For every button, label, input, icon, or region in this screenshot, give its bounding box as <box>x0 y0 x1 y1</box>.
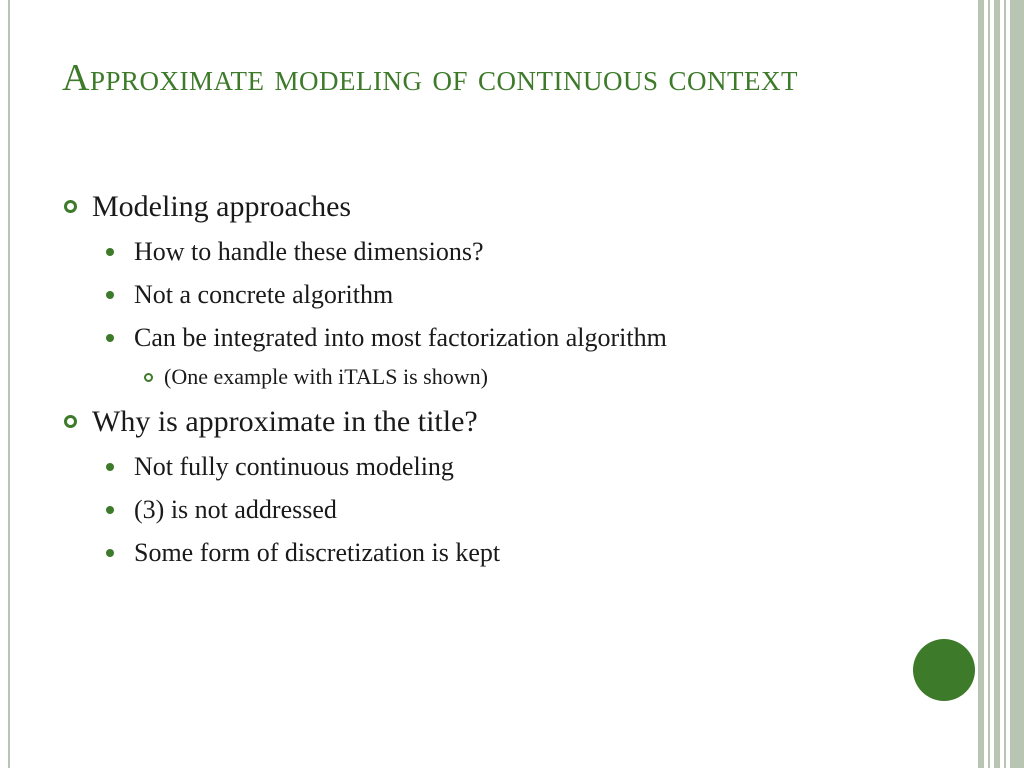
bullet-level2 <box>62 273 942 316</box>
bullet-text: Modeling approaches <box>92 190 352 223</box>
bullet-text: Not a concrete algorithm <box>134 280 394 309</box>
bullet-level2 <box>62 230 942 273</box>
right-stripe <box>1004 0 1006 768</box>
right-stripe <box>978 0 984 768</box>
dot-bullet-icon <box>106 463 114 471</box>
right-stripe <box>988 0 990 768</box>
bullet-level2 <box>62 531 942 574</box>
dot-bullet-icon <box>106 549 114 557</box>
bullet-level1 <box>62 184 942 230</box>
decorative-circle <box>913 639 975 701</box>
left-frame-line <box>8 0 10 768</box>
dot-bullet-icon <box>106 291 114 299</box>
right-stripe <box>994 0 1000 768</box>
ring-bullet-icon <box>64 200 77 213</box>
bullet-text: (One example with iTALS is shown) <box>164 364 488 389</box>
bullet-level2 <box>62 488 942 531</box>
bullet-text: Some form of discretization is kept <box>134 538 501 567</box>
dot-bullet-icon <box>106 506 114 514</box>
dot-bullet-icon <box>106 248 114 256</box>
slide-content <box>62 184 942 574</box>
ring-bullet-icon <box>64 415 77 428</box>
bullet-level3 <box>62 359 942 395</box>
bullet-level2 <box>62 316 942 359</box>
bullet-text: Not fully continuous modeling <box>134 452 454 481</box>
slide-title: Approximate modeling of continuous context <box>62 57 798 99</box>
bullet-text: (3) is not addressed <box>134 495 337 524</box>
bullet-text: How to handle these dimensions? <box>134 237 484 266</box>
bullet-level1 <box>62 399 942 445</box>
bullet-level2 <box>62 445 942 488</box>
dot-bullet-icon <box>106 334 114 342</box>
bullet-text: Why is approximate in the title? <box>92 405 478 438</box>
bullet-text: Can be integrated into most factorization algorithm <box>134 323 667 352</box>
small-ring-bullet-icon <box>144 373 153 382</box>
right-stripe <box>1010 0 1024 768</box>
